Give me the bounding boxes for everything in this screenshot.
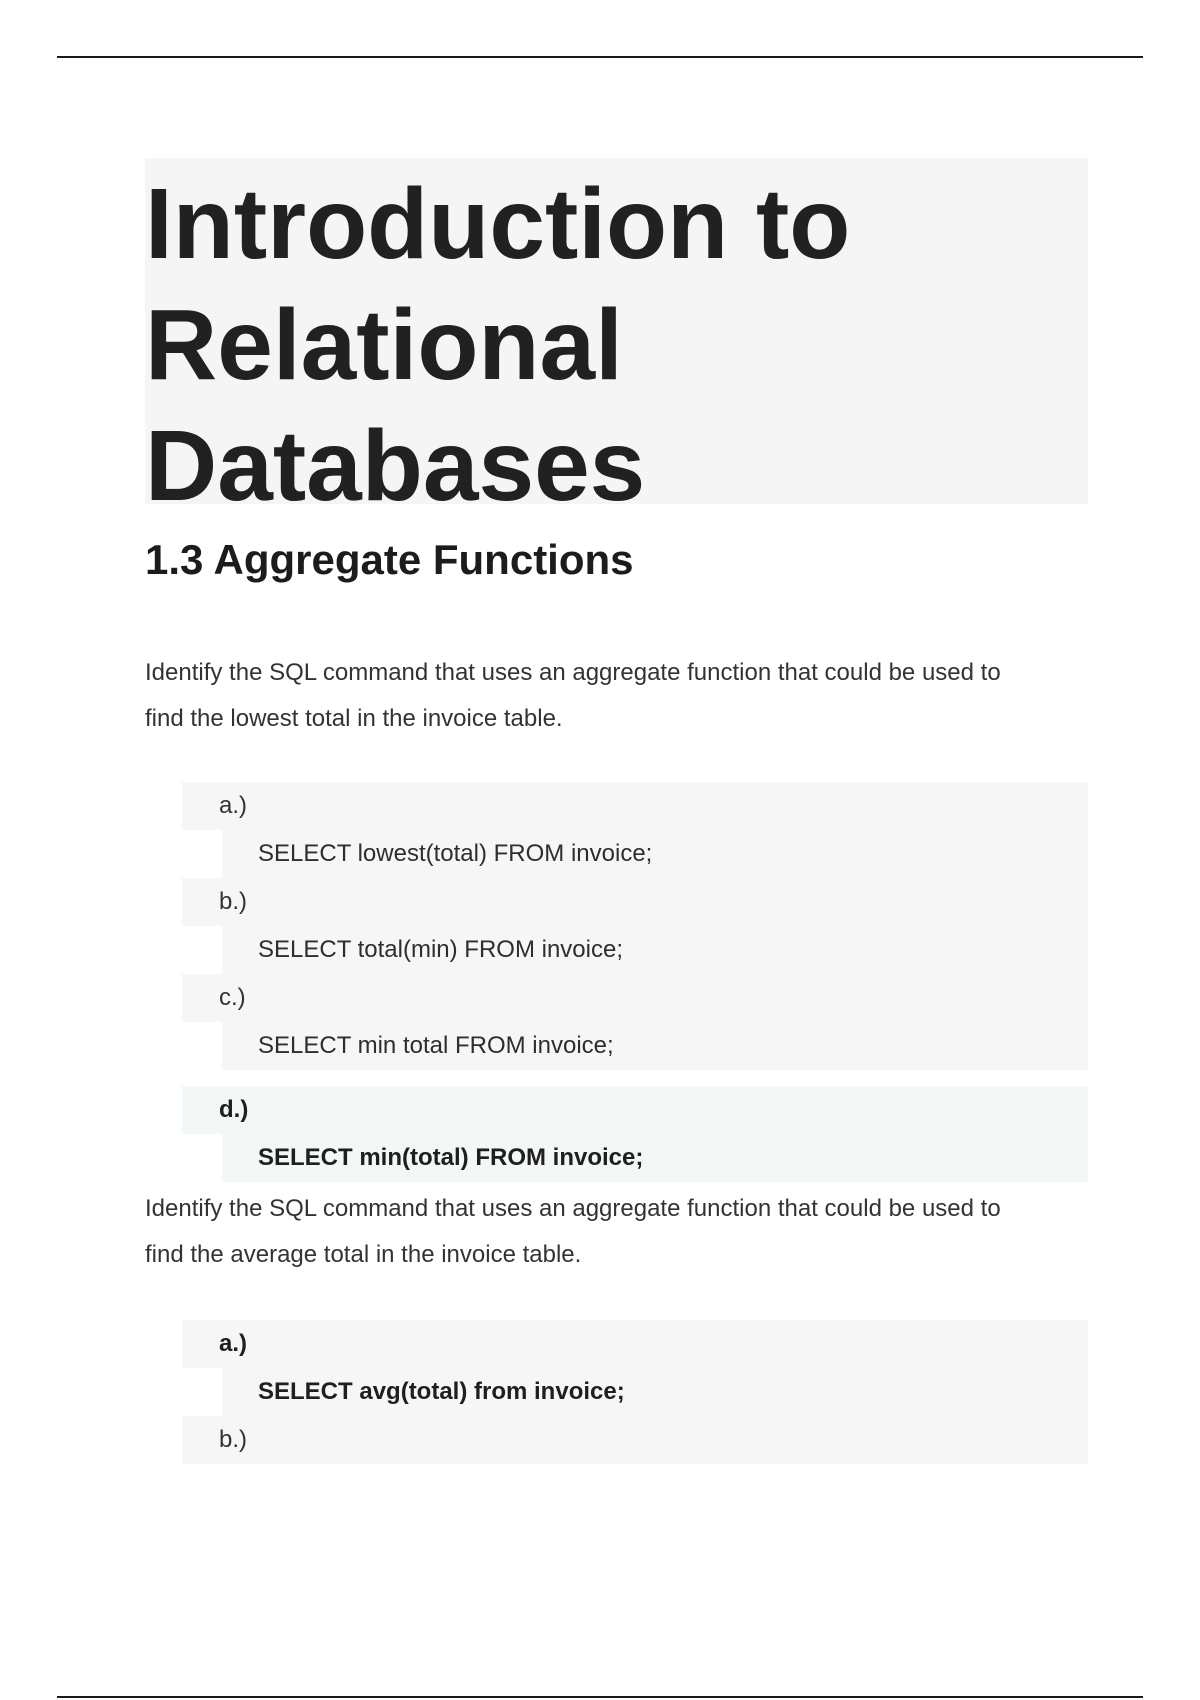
question-1-option-d-correct[interactable]	[182, 1086, 1088, 1182]
option-code: SELECT lowest(total) FROM invoice;	[222, 830, 1088, 878]
option-letter: d.)	[182, 1086, 1088, 1134]
question-2-prompt	[145, 1186, 1088, 1278]
option-letter: a.)	[182, 1320, 1088, 1368]
option-letter: b.)	[182, 1416, 1088, 1464]
question-1-option-c[interactable]	[182, 974, 1088, 1070]
option-code: SELECT avg(total) from invoice;	[222, 1368, 1088, 1416]
question-1-prompt-line-2: find the lowest total in the invoice table.	[145, 705, 563, 732]
title-block	[145, 158, 1088, 522]
title-line-3: Databases	[145, 410, 646, 522]
title-line-2: Relational	[145, 289, 623, 401]
document-body	[145, 158, 1088, 1464]
question-2-options	[182, 1320, 1088, 1464]
question-2-option-b[interactable]	[182, 1416, 1088, 1464]
option-letter: c.)	[182, 974, 1088, 1022]
option-code: SELECT min(total) FROM invoice;	[222, 1134, 1088, 1182]
option-letter: b.)	[182, 878, 1088, 926]
document-title	[145, 164, 1088, 527]
question-1-options	[182, 782, 1088, 1182]
option-code: SELECT total(min) FROM invoice;	[222, 926, 1088, 974]
bottom-rule	[57, 1696, 1143, 1698]
title-line-1: Introduction to	[145, 168, 851, 280]
question-1-prompt-line-1: Identify the SQL command that uses an aggregate function that could be used to	[145, 659, 1001, 686]
section-heading: 1.3 Aggregate Functions	[145, 536, 634, 583]
question-1-option-a[interactable]	[182, 782, 1088, 878]
option-letter: a.)	[182, 782, 1088, 830]
option-code: SELECT min total FROM invoice;	[222, 1022, 1088, 1070]
question-2-prompt-line-2: find the average total in the invoice table.	[145, 1241, 582, 1268]
question-1-option-b[interactable]	[182, 878, 1088, 974]
question-1-prompt	[145, 650, 1088, 742]
top-rule	[57, 56, 1143, 58]
question-2-option-a-correct[interactable]	[182, 1320, 1088, 1416]
question-2-prompt-line-1: Identify the SQL command that uses an aggregate function that could be used to	[145, 1195, 1001, 1222]
